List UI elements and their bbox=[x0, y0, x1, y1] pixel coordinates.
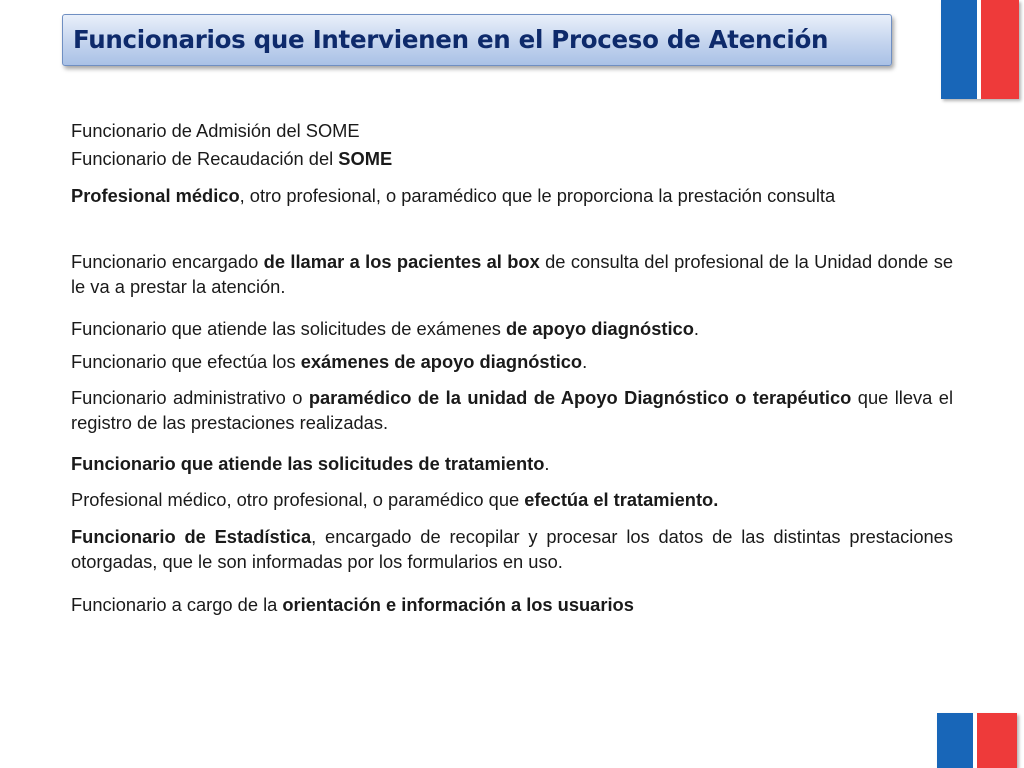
list-item: Funcionario a cargo de la orientación e información a los usuarios bbox=[71, 594, 634, 615]
list-item: Funcionario de Admisión del SOME bbox=[71, 120, 360, 141]
list-item: Profesional médico, otro profesional, o paramédico que le proporciona la prestación consulta bbox=[71, 185, 836, 206]
list-item: Funcionario que atiende las solicitudes de exámenes de apoyo diagnóstico. bbox=[71, 318, 699, 339]
list-item: Funcionario encargado de llamar a los pacientes al box de consulta del profesional de la Unidad donde se le va a prestar la atención. bbox=[71, 251, 954, 297]
list-item: Funcionario administrativo o paramédico de la unidad de Apoyo Diagnóstico o terapéutico que lleva el registro de las prestaciones realizadas. bbox=[71, 387, 954, 433]
flag-decoration-top bbox=[941, 0, 1019, 99]
list-item: Funcionario de Recaudación del SOME bbox=[71, 148, 393, 169]
title-box bbox=[62, 14, 892, 66]
slide-title: Funcionarios que Intervienen en el Proceso de Atención bbox=[73, 25, 829, 54]
flag-decoration-bottom bbox=[937, 713, 1017, 768]
list-item: Funcionario que efectúa los exámenes de apoyo diagnóstico. bbox=[71, 351, 588, 372]
list-item: Funcionario que atiende las solicitudes de tratamiento. bbox=[71, 453, 550, 474]
list-item: Profesional médico, otro profesional, o paramédico que efectúa el tratamiento. bbox=[71, 489, 719, 510]
list-item: Funcionario de Estadística, encargado de recopilar y procesar los datos de las distintas prestaciones otorgadas, que le son informadas por los formularios en uso. bbox=[71, 526, 953, 572]
